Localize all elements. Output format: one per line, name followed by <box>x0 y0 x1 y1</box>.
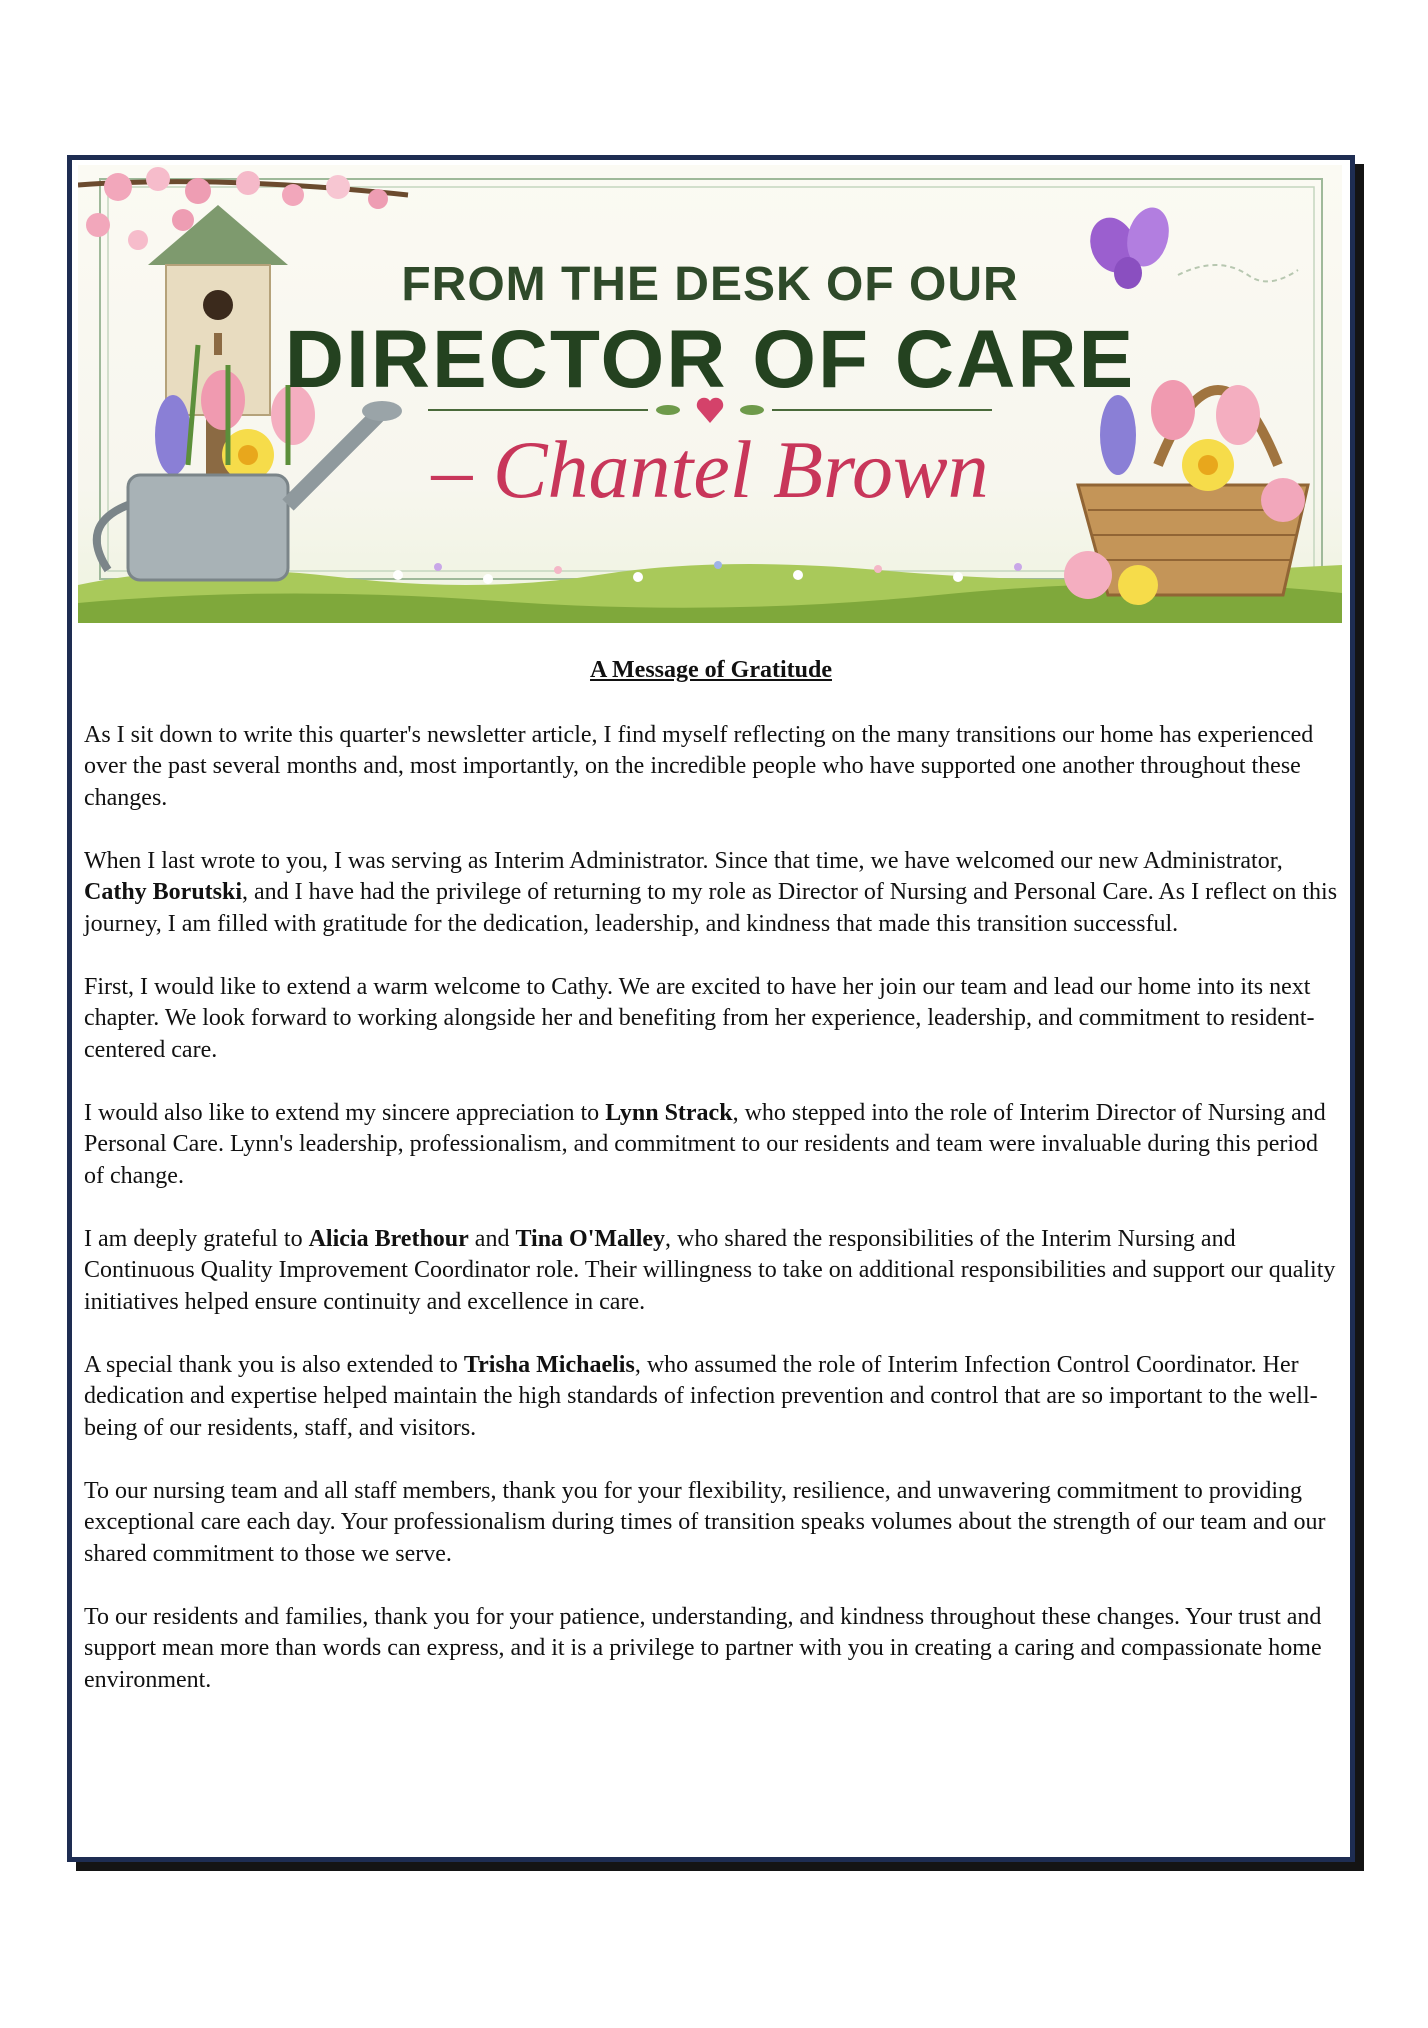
paragraph-text: To our nursing team and all staff members, thank you for your flexibility, resilience, and unwavering commitment to providing exceptional care each day. Your professionalism during times of transition speaks volumes about the strength of our team and our shared commitment to those we serve. <box>84 1477 1326 1567</box>
paragraph-text: , and I have had the privilege of returning to my role as Director of Nursing and Personal Care. As I reflect on this journey, I am filled with gratitude for the dedication, leadership, and kindness that made this transition successful. <box>84 879 1338 937</box>
paragraph-text: , who shared the responsibilities of the Interim Nursing and Continuous Quality Improvement Coordinator role. Their willingness to take on additional responsibilities and support our quality initiatives helped ensure continuity and excellence in care. <box>84 1225 1336 1315</box>
paragraph-text: When I last wrote to you, I was serving as Interim Administrator. Since that time, we have welcomed our new Administrator, <box>84 847 1283 874</box>
bold-name: Lynn Strack <box>605 1099 733 1126</box>
article-title: A Message of Gratitude <box>590 657 832 683</box>
paragraph-7 <box>84 1476 1338 1571</box>
paragraph-text: I would also like to extend my sincere appreciation to <box>84 1099 606 1126</box>
paragraph-text: , who assumed the role of Interim Infection Control Coordinator. Her dedication and expertise helped maintain the high standards of infection prevention and control that are so important to the well-being of our residents, staff, and visitors. <box>84 1351 1318 1441</box>
header-banner <box>78 165 1342 623</box>
paragraph-text: As I sit down to write this quarter's newsletter article, I find myself reflecting on the many transitions our home has experienced over the past several months and, most importantly, on the incredible people who have supported one another throughout these changes. <box>84 721 1314 811</box>
paragraph-text: , who stepped into the role of Interim Director of Nursing and Personal Care. Lynn's leadership, professionalism, and commitment to our residents and team were invaluable during this period of change. <box>84 1099 1326 1189</box>
article-body <box>84 655 1338 1728</box>
paragraph-6 <box>84 1350 1338 1445</box>
banner-author-name: – Chantel Brown <box>431 424 989 515</box>
paragraph-5 <box>84 1224 1338 1319</box>
paragraph-text: First, I would like to extend a warm welcome to Cathy. We are excited to have her join our team and lead our home into its next chapter. We look forward to working alongside her and benefiting from her experience, leadership, and commitment to resident-centered care. <box>84 973 1315 1063</box>
bold-name: Cathy Borutski <box>84 879 243 905</box>
paragraph-8 <box>84 1602 1338 1697</box>
paragraph-text: A special thank you is also extended to <box>84 1351 464 1378</box>
banner-title-line2: DIRECTOR OF CARE <box>284 314 1136 405</box>
banner-title-line1: FROM THE DESK OF OUR <box>401 258 1019 311</box>
paragraph-3 <box>84 972 1338 1067</box>
paragraph-1 <box>84 720 1338 815</box>
bold-name: Trisha Michaelis <box>463 1351 635 1378</box>
paragraph-4 <box>84 1098 1338 1193</box>
bold-name: Alicia Brethour <box>308 1225 469 1252</box>
paragraph-text: I am deeply grateful to <box>84 1225 309 1252</box>
paragraph-text: and <box>468 1225 516 1252</box>
paragraph-text: To our residents and families, thank you for your patience, understanding, and kindness throughout these changes. Your trust and support mean more than words can express, and it is a privilege to partner with you in creating a caring and compassionate home environment. <box>84 1603 1322 1693</box>
bold-name: Tina O'Malley <box>515 1225 666 1252</box>
paragraph-2 <box>84 846 1338 941</box>
